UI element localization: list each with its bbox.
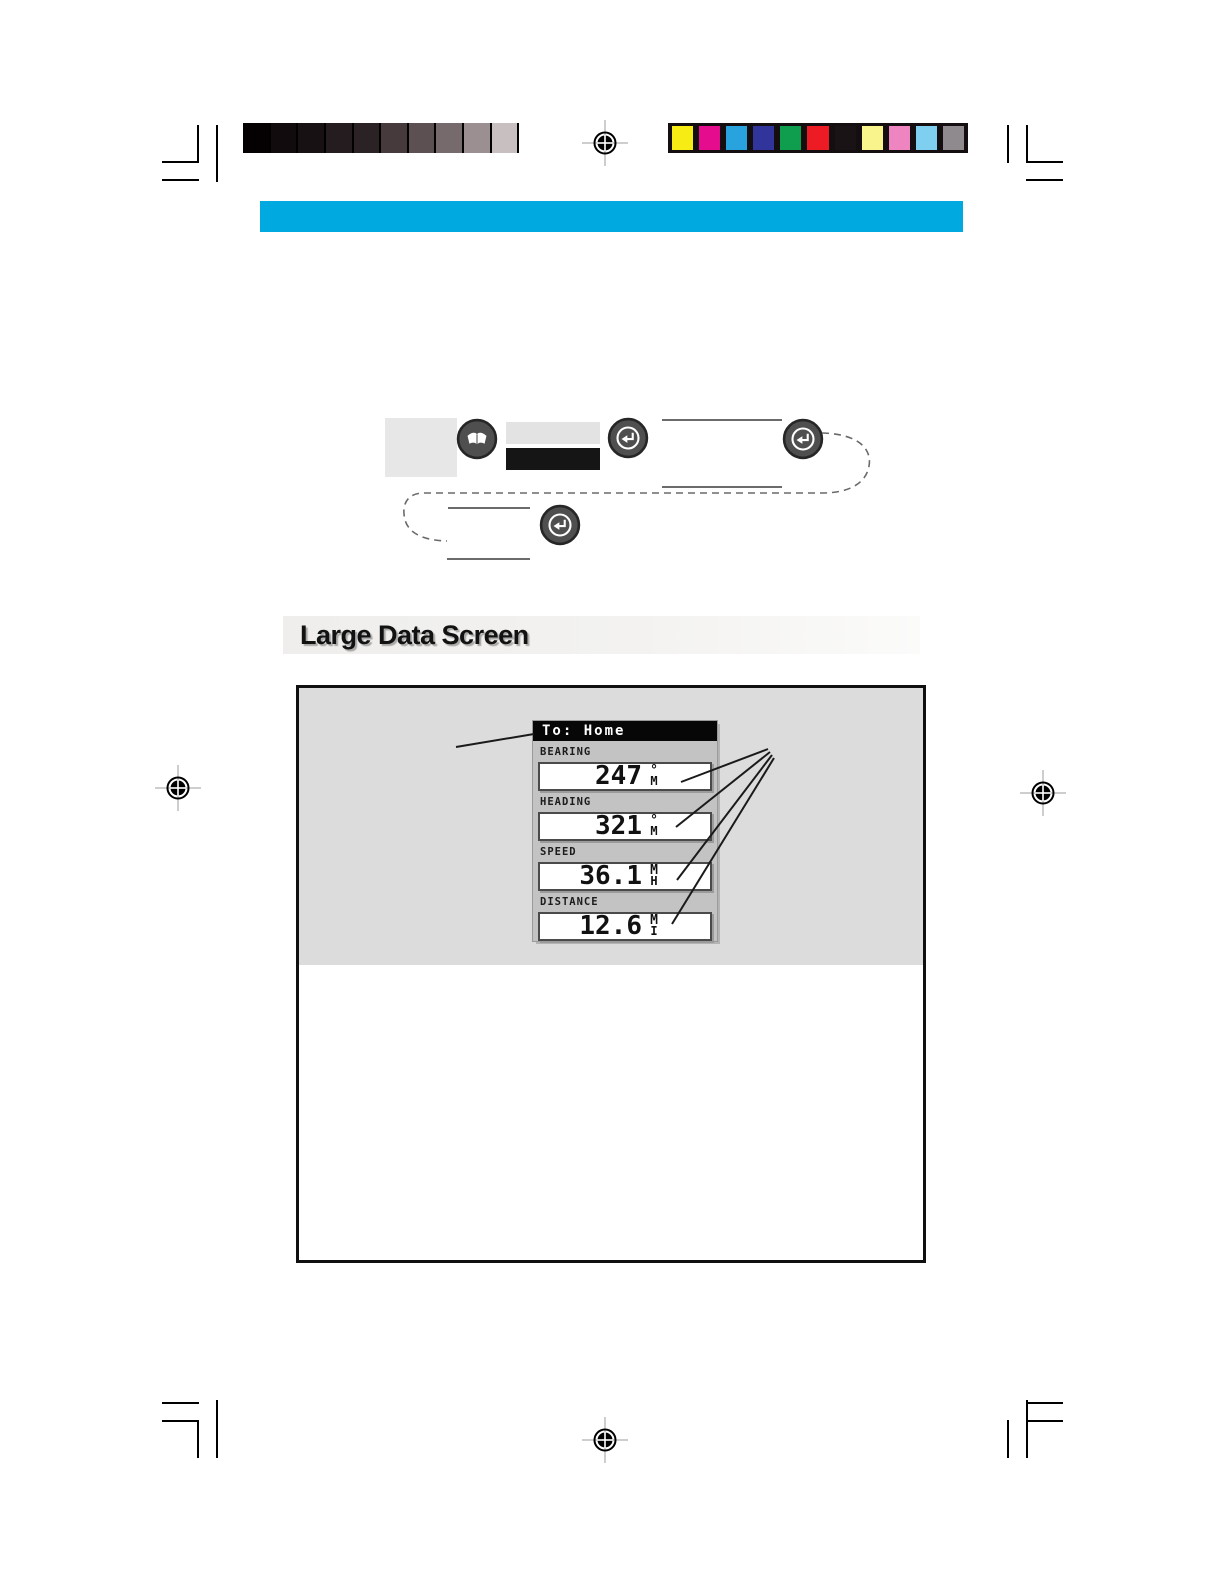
color-swatch	[943, 126, 964, 150]
gps-field-label: HEADING	[540, 796, 592, 808]
crop-mark	[197, 125, 199, 163]
section-header-bar	[260, 201, 963, 232]
color-swatch	[807, 126, 828, 150]
grayscale-swatch	[354, 123, 380, 153]
gps-destination-bar: To: Home	[533, 721, 717, 741]
enter-icon	[607, 417, 649, 459]
crop-mark	[1026, 161, 1063, 163]
color-swatch	[780, 126, 801, 150]
gps-field-label: BEARING	[540, 746, 592, 758]
crop-mark	[162, 179, 199, 181]
gps-field-value-box	[538, 812, 712, 841]
registration-target-icon	[154, 764, 202, 812]
color-swatch	[726, 126, 747, 150]
registration-target-icon	[581, 119, 629, 167]
grayscale-swatch	[436, 123, 462, 153]
enter-icon	[782, 418, 824, 460]
crop-mark	[216, 1400, 218, 1458]
gps-field-value: 321	[595, 811, 642, 841]
gps-field-unit: M I	[650, 913, 658, 938]
page-title: Large Data Screen	[300, 620, 529, 650]
gps-field-value: 247	[595, 761, 642, 791]
crop-mark	[162, 161, 199, 163]
flow-diagram-placeholder-box	[385, 418, 457, 477]
grayscale-swatch	[326, 123, 352, 153]
crop-mark	[1026, 179, 1063, 181]
crop-mark	[1007, 1420, 1009, 1458]
grayscale-swatch	[298, 123, 324, 153]
gps-field-value-box	[538, 862, 712, 891]
gps-field-label: SPEED	[540, 846, 577, 858]
gps-field-unit: ° M	[650, 763, 658, 788]
grayscale-swatch	[243, 123, 269, 153]
flow-diagram-black-rect	[506, 448, 600, 470]
crop-mark	[1007, 125, 1009, 163]
gps-field-value: 12.6	[579, 911, 642, 941]
grayscale-calibration-strip	[243, 123, 545, 153]
color-swatch	[835, 126, 856, 150]
grayscale-swatch	[464, 123, 490, 153]
color-swatch	[862, 126, 883, 150]
crop-mark	[1026, 1400, 1028, 1458]
crop-mark	[197, 1420, 199, 1458]
grayscale-swatch	[492, 123, 518, 153]
color-swatch	[672, 126, 693, 150]
gps-large-data-screen	[533, 721, 717, 941]
crop-mark	[162, 1420, 199, 1422]
grayscale-swatch	[409, 123, 435, 153]
crop-mark	[1026, 125, 1028, 163]
section-heading-band	[283, 616, 920, 654]
color-swatch	[889, 126, 910, 150]
gps-field-value-box	[538, 762, 712, 791]
crop-mark	[1026, 1402, 1063, 1404]
registration-target-icon	[1019, 769, 1067, 817]
gps-field-unit: M H	[650, 863, 658, 888]
gps-field-value-box	[538, 912, 712, 941]
color-swatch	[699, 126, 720, 150]
color-swatch	[753, 126, 774, 150]
grayscale-swatch	[381, 123, 407, 153]
color-swatch	[916, 126, 937, 150]
registration-target-icon	[581, 1416, 629, 1464]
crop-mark	[216, 125, 218, 182]
grayscale-swatch	[271, 123, 297, 153]
open-book-icon	[456, 418, 498, 460]
color-calibration-strip	[668, 123, 968, 153]
flow-diagram-light-rect	[506, 422, 600, 444]
gps-field-value: 36.1	[579, 861, 642, 891]
enter-icon	[539, 504, 581, 546]
grayscale-swatch	[519, 123, 545, 153]
crop-mark	[1026, 1420, 1063, 1422]
crop-mark	[162, 1402, 199, 1404]
gps-field-label: DISTANCE	[540, 896, 599, 908]
gps-field-unit: ° M	[650, 813, 658, 838]
